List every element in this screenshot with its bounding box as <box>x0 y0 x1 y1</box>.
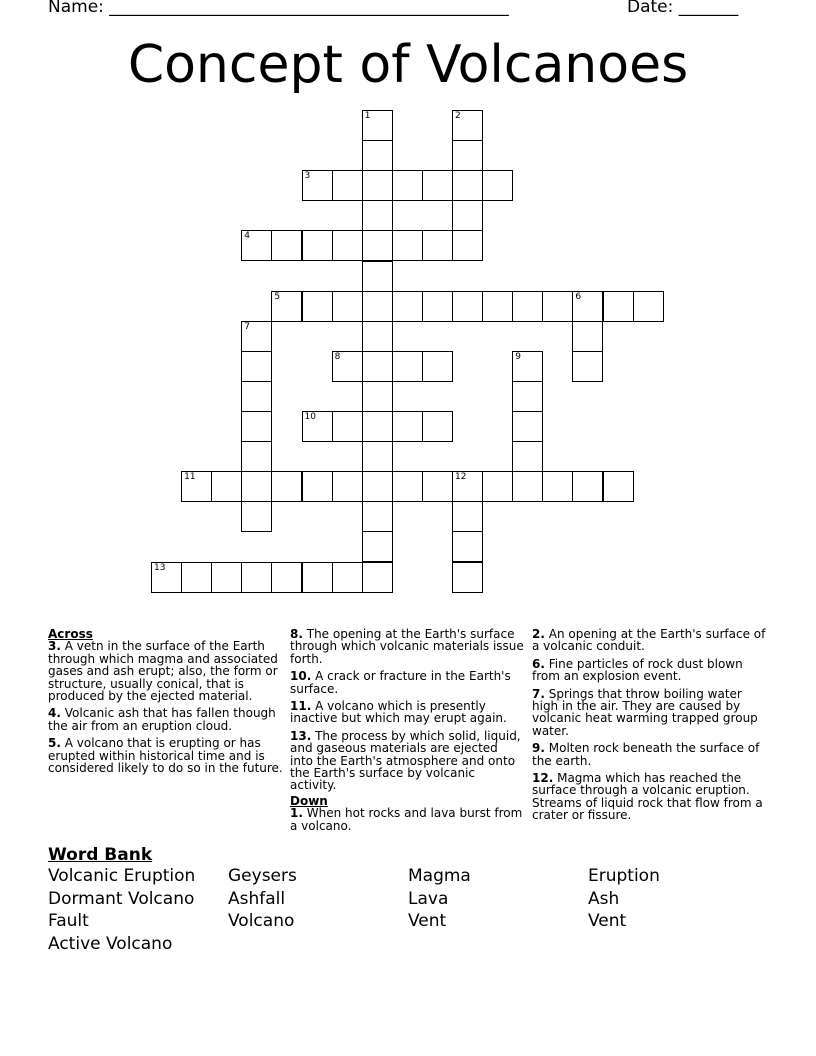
crossword-cell[interactable] <box>572 471 603 502</box>
crossword-cell[interactable] <box>392 291 423 322</box>
crossword-cell[interactable] <box>452 562 483 593</box>
crossword-cell[interactable] <box>241 230 272 261</box>
crossword-cell[interactable] <box>241 501 272 532</box>
crossword-cell[interactable] <box>452 170 483 201</box>
word-bank-item: Vent <box>408 911 447 931</box>
word-bank-row <box>48 911 788 934</box>
crossword-cell[interactable] <box>542 471 573 502</box>
crossword-cell[interactable] <box>512 441 543 472</box>
crossword-cell[interactable] <box>271 230 302 261</box>
clue-number: 5 <box>274 291 281 302</box>
crossword-cell[interactable] <box>362 562 393 593</box>
clue-across-4: 4. Volcanic ash that has fallen though the air from an eruption cloud. <box>48 706 276 733</box>
crossword-cell[interactable] <box>572 351 603 382</box>
crossword-cell[interactable] <box>332 471 363 502</box>
crossword-cell[interactable] <box>302 471 333 502</box>
word-bank <box>48 866 788 956</box>
crossword-cell[interactable] <box>302 230 333 261</box>
crossword-cell[interactable] <box>241 381 272 412</box>
crossword-cell[interactable] <box>362 261 393 292</box>
word-bank-item: Dormant Volcano <box>48 888 195 909</box>
crossword-cell[interactable] <box>332 562 363 593</box>
across-heading: Across <box>48 627 93 641</box>
word-bank-item: Eruption <box>588 866 660 886</box>
clue-number: 12 <box>455 472 467 483</box>
crossword-cell[interactable] <box>392 471 423 502</box>
word-bank-item: Fault <box>48 911 89 931</box>
clue-number: 11 <box>184 472 196 483</box>
crossword-cell[interactable] <box>482 170 513 201</box>
crossword-cell[interactable] <box>181 562 212 593</box>
crossword-cell[interactable] <box>452 291 483 322</box>
crossword-cell[interactable] <box>452 230 483 261</box>
crossword-cell[interactable] <box>422 351 453 382</box>
crossword-cell[interactable] <box>181 471 212 502</box>
crossword-cell[interactable] <box>362 471 393 502</box>
word-bank-row <box>48 934 788 957</box>
clues-column-1 <box>48 628 284 779</box>
clue-number: 4 <box>244 231 251 242</box>
crossword-cell[interactable] <box>241 321 272 352</box>
crossword-cell[interactable] <box>362 441 393 472</box>
crossword-cell[interactable] <box>302 170 333 201</box>
clue-number: 9 <box>515 351 521 362</box>
crossword-cell[interactable] <box>362 321 393 352</box>
crossword-cell[interactable] <box>241 351 272 382</box>
name-field: Name: _______________________________________________ <box>48 0 509 17</box>
word-bank-title: Word Bank <box>48 845 153 865</box>
crossword-cell[interactable] <box>542 291 573 322</box>
word-bank-item: Ash <box>588 888 620 909</box>
crossword-cell[interactable] <box>332 230 363 261</box>
crossword-cell[interactable] <box>271 471 302 502</box>
clue-number: 2 <box>455 111 461 121</box>
crossword-cell[interactable] <box>271 291 302 322</box>
clue-across-8: 8. The opening at the Earth's surface through which volcanic materials issue forth. <box>290 627 524 666</box>
crossword-cell[interactable] <box>362 230 393 261</box>
crossword-cell[interactable] <box>392 230 423 261</box>
crossword-cell[interactable] <box>302 562 333 593</box>
crossword-cell[interactable] <box>241 441 272 472</box>
clue-across-13: 13. The process by which solid, liquid, and gaseous materials are ejected into the Earth's atmosphere and onto the Earth's surface by volcanic activity. <box>290 728 521 793</box>
crossword-cell[interactable] <box>452 110 483 141</box>
crossword-cell[interactable] <box>392 170 423 201</box>
crossword-cell[interactable] <box>271 562 302 593</box>
crossword-cell[interactable] <box>362 110 393 141</box>
crossword-cell[interactable] <box>211 471 242 502</box>
clue-number: 1 <box>364 111 371 121</box>
clue-down-7: 7. Springs that throw boiling water high in the air. They are caused by volcanic heat warming trapped group water. <box>532 686 758 738</box>
crossword-cell[interactable] <box>422 230 453 261</box>
crossword-cell[interactable] <box>512 471 543 502</box>
date-field: Date: _______ <box>627 0 739 17</box>
word-bank-item: Volcanic Eruption <box>48 866 196 886</box>
crossword-cell[interactable] <box>603 471 634 502</box>
crossword-cell[interactable] <box>512 381 543 412</box>
crossword-cell[interactable] <box>332 291 363 322</box>
crossword-cell[interactable] <box>422 471 453 502</box>
crossword-cell[interactable] <box>422 170 453 201</box>
crossword-cell[interactable] <box>452 200 483 231</box>
crossword-cell[interactable] <box>422 411 453 442</box>
clue-number: 13 <box>154 562 166 573</box>
crossword-cell[interactable] <box>332 351 363 382</box>
crossword-cell[interactable] <box>211 562 242 593</box>
clue-down-1: 1. When hot rocks and lava burst from a volcano. <box>290 806 523 833</box>
crossword-cell[interactable] <box>512 291 543 322</box>
clue-number: 6 <box>575 291 582 302</box>
word-bank-item: Magma <box>408 866 471 886</box>
crossword-cell[interactable] <box>302 411 333 442</box>
clues-column-2 <box>290 628 524 837</box>
crossword-cell[interactable] <box>362 200 393 231</box>
word-bank-item: Vent <box>588 911 627 931</box>
crossword-cell[interactable] <box>332 411 363 442</box>
crossword-cell[interactable] <box>572 291 603 322</box>
crossword-cell[interactable] <box>362 351 393 382</box>
crossword-cell[interactable] <box>422 291 453 322</box>
crossword-cell[interactable] <box>332 170 363 201</box>
down-heading: Down <box>290 793 328 808</box>
crossword-cell[interactable] <box>362 170 393 201</box>
crossword-cell[interactable] <box>452 140 483 171</box>
clue-number: 8 <box>334 351 341 362</box>
word-bank-row <box>48 866 788 889</box>
clue-across-11: 11. A volcano which is presently inactive but which may erupt again. <box>290 699 507 726</box>
crossword-cell[interactable] <box>362 501 393 532</box>
crossword-cell[interactable] <box>452 531 483 562</box>
crossword-cell[interactable] <box>482 291 513 322</box>
word-bank-item: Geysers <box>228 866 297 886</box>
clue-across-10: 10. A crack or fracture in the Earth's surface. <box>290 669 511 696</box>
clue-down-12: 12. Magma which has reached the surface through a volcanic eruption. Streams of liquid rock that flow from a crater or fissure. <box>532 771 763 823</box>
word-bank-item: Volcano <box>228 911 295 931</box>
page-title: Concept of Volcanoes <box>127 35 689 95</box>
crossword-cell[interactable] <box>572 321 603 352</box>
word-bank-row <box>48 889 788 912</box>
crossword-cell[interactable] <box>241 411 272 442</box>
crossword-cell[interactable] <box>392 351 423 382</box>
crossword-cell[interactable] <box>362 531 393 562</box>
crossword-cell[interactable] <box>241 471 272 502</box>
crossword-cell[interactable] <box>362 140 393 171</box>
word-bank-item: Lava <box>408 888 449 909</box>
clue-number: 3 <box>304 171 311 182</box>
crossword-cell[interactable] <box>633 291 664 322</box>
crossword-cell[interactable] <box>482 471 513 502</box>
crossword-cell[interactable] <box>362 411 393 442</box>
clue-down-9: 9. Molten rock beneath the surface of the earth. <box>532 741 760 768</box>
clue-down-6: 6. Fine particles of rock dust blown from an explosion event. <box>532 656 743 684</box>
crossword-cell[interactable] <box>392 411 423 442</box>
clue-number: 7 <box>244 321 251 332</box>
clue-across-5: 5. A volcano that is erupting or has erupted within historical time and is considered likely to do so in the future. <box>48 736 283 776</box>
crossword-cell[interactable] <box>452 471 483 502</box>
clues-column-3 <box>532 628 768 827</box>
word-bank-item: Active Volcano <box>48 933 173 954</box>
crossword-cell[interactable] <box>362 381 393 412</box>
crossword-cell[interactable] <box>362 291 393 322</box>
crossword-cell[interactable] <box>603 291 634 322</box>
word-bank-item: Ashfall <box>228 888 286 909</box>
clue-number: 10 <box>304 412 316 422</box>
crossword-cell[interactable] <box>452 501 483 532</box>
clue-across-3: 3. A vetn in the surface of the Earth through which magma and associated gases and ash erupt; also, the form or structure, usually conical, that is produced by the ejected material. <box>48 639 278 704</box>
crossword-cell[interactable] <box>512 411 543 442</box>
crossword-cell[interactable] <box>241 562 272 593</box>
crossword-cell[interactable] <box>151 562 182 593</box>
clue-down-2: 2. An opening at the Earth's surface of a volcanic conduit. <box>532 627 766 654</box>
crossword-cell[interactable] <box>302 291 333 322</box>
crossword-cell[interactable] <box>512 351 543 382</box>
